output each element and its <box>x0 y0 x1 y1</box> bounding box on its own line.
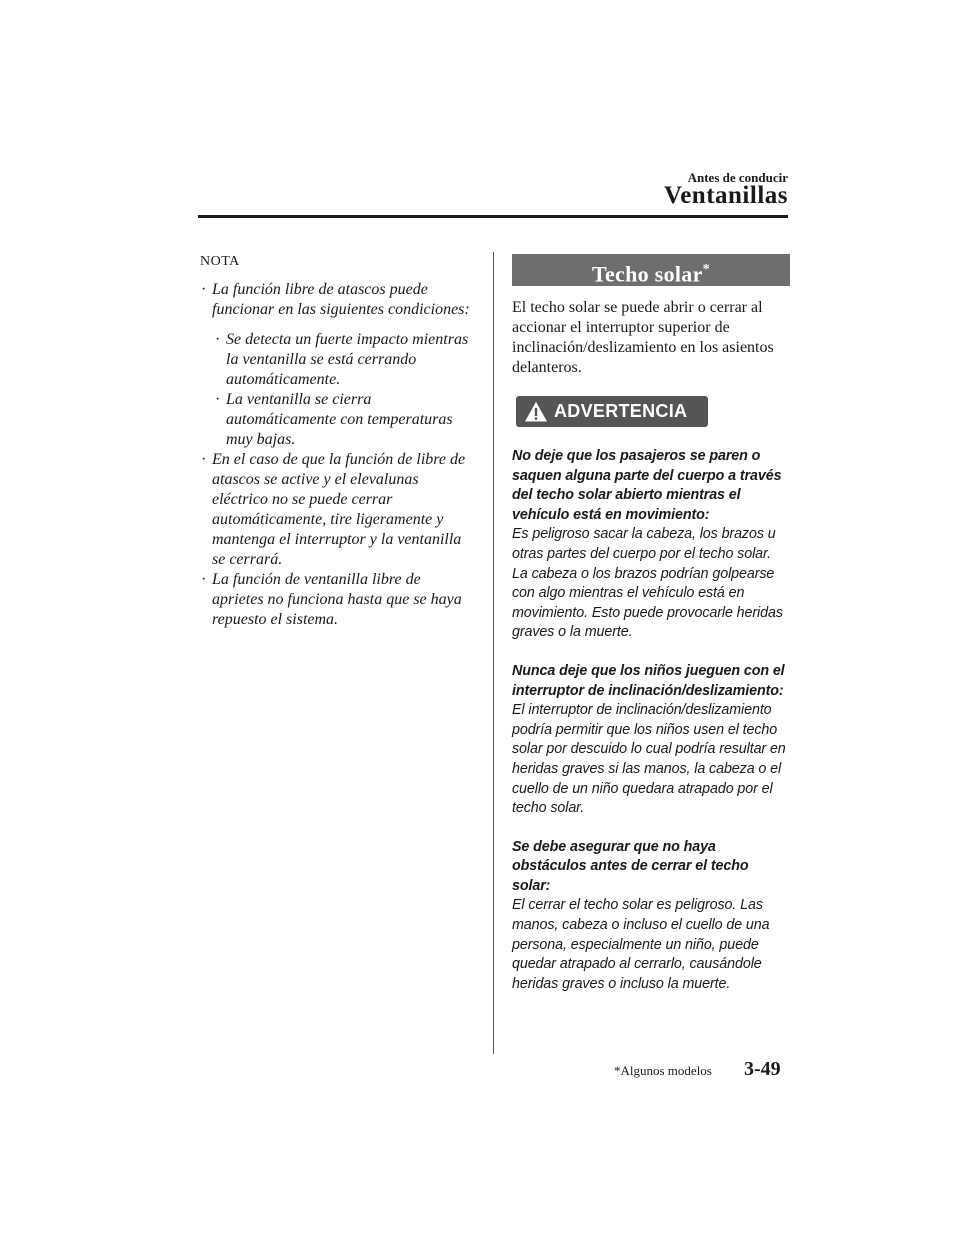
section-banner <box>512 254 790 286</box>
warning-badge <box>516 396 708 427</box>
section-title: Techo solar <box>592 261 703 287</box>
warning-text <box>512 447 790 994</box>
page-title: Ventanillas <box>663 182 788 209</box>
note-subitem: · Se detecta un fuerte impacto mientras la ventanilla se está cerrando automáticamente. <box>212 330 476 390</box>
note-item: · La función libre de atascos puede funcionar en las siguientes condiciones: <box>198 280 476 320</box>
warning-body: El cerrar el techo solar es peligroso. Las manos, cabeza o incluso el cuello de una persona, especialmente un niño, puede quedar atrapado al cerrarlo, causándole heridas graves o incluso la muerte. <box>512 897 770 992</box>
warning-label: ADVERTENCIA <box>554 401 688 421</box>
page-number: 3-49 <box>744 1058 781 1080</box>
section-asterisk: * <box>702 262 710 277</box>
warning-heading: No deje que los pasajeros se paren o saquen alguna parte del cuerpo a través del techo solar abierto mientras el vehículo está en movimiento: <box>512 448 782 523</box>
note-item: · La función de ventanilla libre de aprietes no funciona hasta que se haya repuesto el sistema. <box>198 570 476 630</box>
warning-body: Es peligroso sacar la cabeza, los brazos u otras partes del cuerpo por el techo solar. La cabeza o los brazos podrían golpearse con algo mientras el vehículo está en movimiento. Esto puede provocarle heridas graves o la muerte. <box>512 526 783 641</box>
header-divider <box>198 215 788 218</box>
section-intro: El techo solar se puede abrir o cerrar al accionar el interruptor superior de inclinación/deslizamiento en los asientos delanteros. <box>512 299 774 376</box>
column-divider <box>493 252 494 1054</box>
note-subitem: · La ventanilla se cierra automáticamente con temperaturas muy bajas. <box>212 390 476 450</box>
nota-label: NOTA <box>200 254 240 269</box>
left-column <box>198 252 476 630</box>
warning-block <box>512 447 790 643</box>
footer-note: *Algunos modelos <box>614 1063 712 1078</box>
right-column <box>512 254 790 1013</box>
warning-heading: Se debe asegurar que no haya obstáculos antes de cerrar el techo solar: <box>512 838 749 894</box>
header-section-label: Antes de conducir <box>687 170 788 185</box>
warning-triangle-icon <box>524 400 548 424</box>
warning-block <box>512 838 790 995</box>
warning-heading: Nunca deje que los niños jueguen con el interruptor de inclinación/deslizamiento: <box>512 662 785 699</box>
warning-body: El interruptor de inclinación/deslizamiento podría permitir que los niños usen el techo solar por descuido lo cual podría resultar en heridas graves si las manos, la cabeza o el cuello de un niño quedara atrapado por el techo solar. <box>512 702 786 817</box>
note-item: · En el caso de que la función de libre de atascos se active y el elevalunas eléctrico no se puede cerrar automáticamente, tire ligeramente y mantenga el interruptor y la ventanilla se cerrará. <box>198 450 476 570</box>
warning-block <box>512 662 790 819</box>
